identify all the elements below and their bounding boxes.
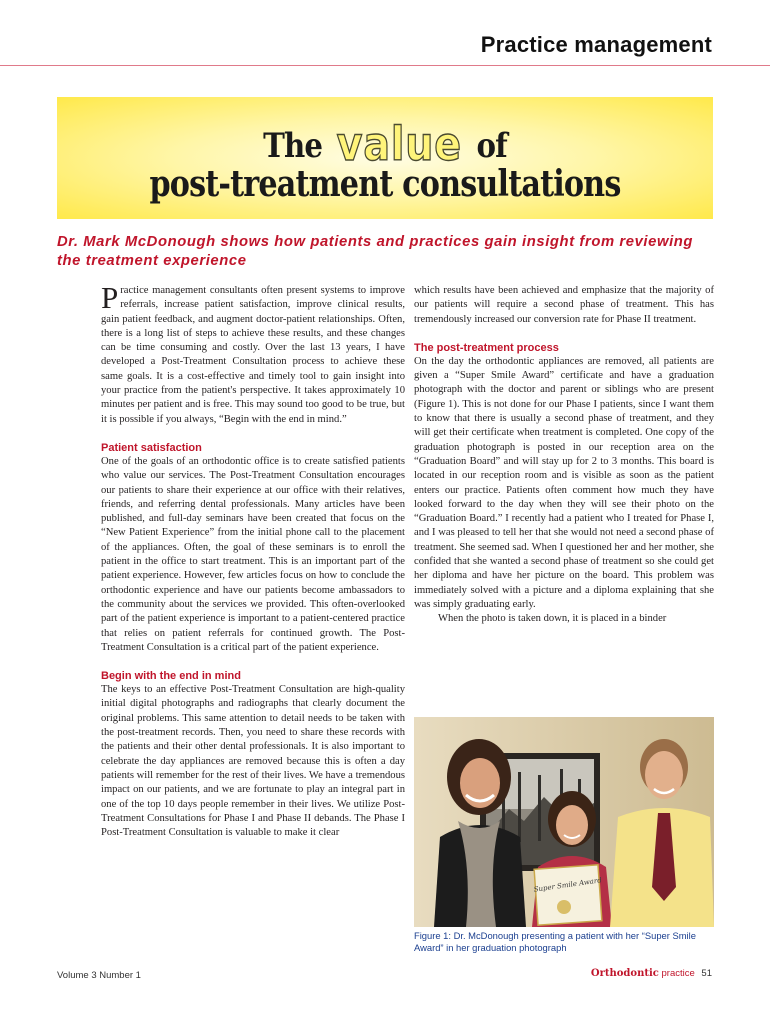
title-line-2: post-treatment consultations [149,163,621,205]
intro-paragraph [101,280,405,427]
certificate-text: Super Smile Award [533,876,603,894]
subhead-begin-with-end: Begin with the end in mind [101,670,241,683]
graduation-photo-illustration [414,717,714,927]
paragraph-phase-conversion: which results have been achieved and emphasize that the majority of our patients will require a second phase of treatment. This has tremendously increased our conversion rate for Phase II treatment. [414,285,714,325]
footer-brand-sub: practice [661,968,695,979]
title-word-the: The [263,126,323,166]
section-label: Practice management [480,32,712,57]
figure-1-photo [414,717,714,927]
subhead-patient-satisfaction: Patient satisfaction [101,441,202,454]
intro-text: ractice management consultants often present systems to improve referrals, increase patient satisfaction, improve clinical results, gain patient feedback, and augment doctor-patient relationships. Often, there is a long list of steps to achieve these results, and these changes can be time consuming and costly. Over the last 13 years, I have developed a Post-Treatment Consultation process to achieve these same goals. It is a cost-effective and timely tool to gain insight into your practice from the patient's perspective. It takes approximately 10 minutes per patient and is free. This may sound too good to be true, but it is possible if you always, “Begin with the end in mind.” [101,285,405,425]
drop-cap: P [101,280,119,315]
right-column [414,284,714,627]
title-banner [57,97,713,219]
left-column [101,280,405,840]
subhead-post-treatment-process: The post-treatment process [414,341,559,354]
footer-page [591,968,712,979]
page-number: 51 [701,968,712,979]
footer-brand: Orthodontic [590,968,659,979]
paragraph-patient-satisfaction: One of the goals of an orthodontic office is to create satisfied patients who value our services. The Post-Treatment Consultation encourages our patients to share their experience at our office with their relatives, friends, and referring dental professionals. Many articles have been published, and full-day seminars have been created that focus on the “New Patient Experience” from the initial phone call to the placement of the appliances. Often, the goal of these seminars is to enroll the patient in the office to start treatment. This is an important part of the patient experience. However, few articles focus on how to conclude the orthodontic experience and have our patients become ambassadors to the community about the services we provided. This often-overlooked part of the patient experience is important to a patient-centered practice that relies on patient referrals for continued growth. The Post-Treatment Consultation is a critical part of the patient experience. [101,455,405,653]
paragraph-photo-binder: When the photo is taken down, it is placed in a binder [438,613,667,625]
paragraph-post-treatment-process: On the day the orthodontic appliances are removed, all patients are given a “Super Smile Award” certificate and have a graduation photograph with the doctor and parent or siblings who are present (Figure 1). This is not done for our Phase I patients, since I want them to know that there is usually a second phase of treatment, and they will get their certificate when treatment is completed. One copy of the graduation photograph is posted in our reception area on the “Graduation Board” and will stay up for 2 to 3 months. This board is located in our reception room and is visible as soon as the patient enters our practice. Patients often comment how much they have looked forward to the day when they will see their photo on the “Graduation Board.” I recently had a patient who I treated for Phase I, and I was pleased to tell her that she would not need a second phase of treatment. She seemed sad. When I questioned her and her mother, she confided that she wanted a second phase of treatment so she could get her diploma and have her picture on the board. This problem was immediately solved with a picture and a diploma explaining that she was simply graduating early. [414,355,714,610]
title-word-value: value [336,117,463,171]
header-rule [0,65,770,66]
standfirst: Dr. Mark McDonough shows how patients and practices gain insight from reviewing the treatment experience [57,234,694,269]
footer-volume: Volume 3 Number 1 [57,970,141,981]
paragraph-begin-with-end: The keys to an effective Post-Treatment Consultation are high-quality initial digital photographs and radiographs that clearly document the original problems. This same attention to detail needs to be taken with the post-treatment records. Then, you need to share these records with the patients and their other dental professionals. It is also important to celebrate the day appliances are removed because this is often a day patients will remember for the rest of their lives. We have a tremendous impact on our patients, and we are fortunate to play an integral part in one of the top 10 days people remember in their lives. We utilize Post-Treatment Consultations for Phase I and Phase II debands. The Phase I Post-Treatment Consultation is valuable to make it clear [101,684,405,839]
figure-1-caption: Figure 1: Dr. McDonough presenting a patient with her “Super Smile Award” in her graduation photograph [414,930,696,953]
title-word-of: of [476,126,507,166]
